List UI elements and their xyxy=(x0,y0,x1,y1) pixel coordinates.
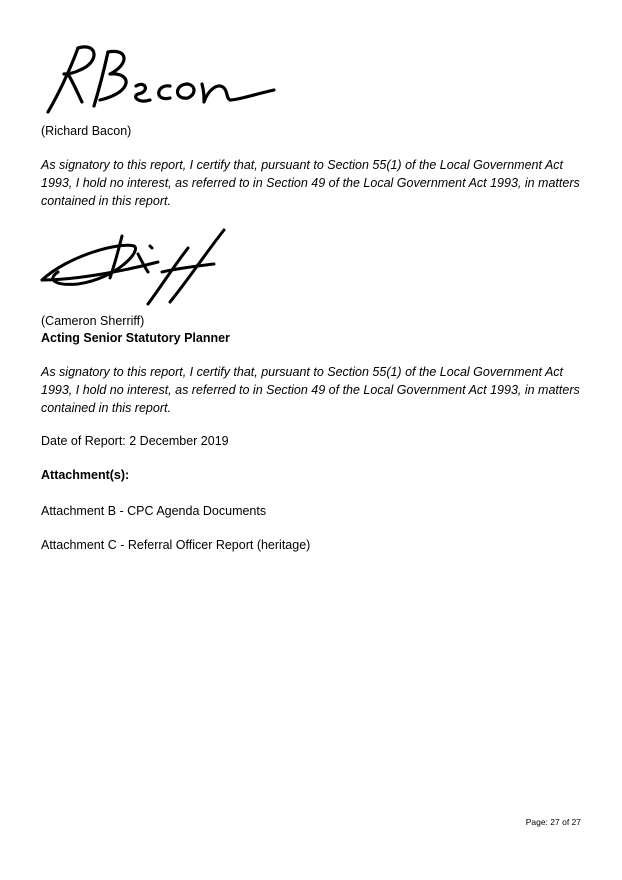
signatory-two-title: Acting Senior Statutory Planner xyxy=(41,331,230,345)
signature-richard-bacon xyxy=(38,40,288,118)
page-number: Page: 27 of 27 xyxy=(525,817,581,827)
report-date: Date of Report: 2 December 2019 xyxy=(41,434,229,448)
signatory-two-name: (Cameron Sherriff) xyxy=(41,314,145,328)
signatory-two-certification: As signatory to this report, I certify that, pursuant to Section 55(1) of the Local Government Act 1993, I hold no interest, as referred to in Section 49 of the Local Government Act 1993, in matters contained in this report. xyxy=(41,365,580,415)
attachments-heading: Attachment(s): xyxy=(41,468,130,482)
signatory-one-certification: As signatory to this report, I certify that, pursuant to Section 55(1) of the Local Government Act 1993, I hold no interest, as referred to in Section 49 of the Local Government Act 1993, in matters contained in this report. xyxy=(41,158,580,208)
signature-cameron-sherriff xyxy=(38,226,238,310)
attachment-item: Attachment C - Referral Officer Report (heritage) xyxy=(41,538,311,552)
signatory-one-name: (Richard Bacon) xyxy=(41,124,132,138)
attachment-item: Attachment B - CPC Agenda Documents xyxy=(41,504,267,518)
